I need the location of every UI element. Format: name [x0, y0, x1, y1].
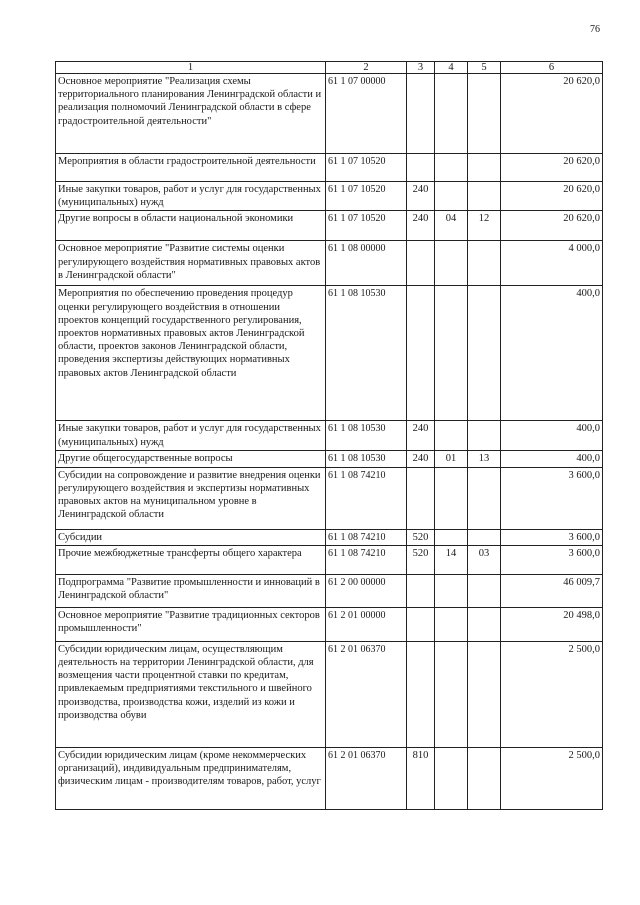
table-row	[56, 211, 603, 241]
item-amount: 2 500,0	[501, 747, 603, 809]
column-header: 2	[326, 62, 407, 74]
item-type	[407, 641, 435, 747]
item-code: 61 2 01 00000	[326, 607, 407, 641]
item-subsection: 13	[468, 451, 501, 467]
item-name: Иные закупки товаров, работ и услуг для государственных (муниципальных) нужд	[56, 421, 326, 451]
item-section	[435, 182, 468, 211]
item-code: 61 2 00 00000	[326, 574, 407, 607]
item-section	[435, 154, 468, 182]
item-amount: 46 009,7	[501, 574, 603, 607]
item-section	[435, 574, 468, 607]
item-code: 61 1 08 10530	[326, 451, 407, 467]
item-type	[407, 286, 435, 421]
table-row	[56, 574, 603, 607]
item-subsection: 03	[468, 545, 501, 574]
item-section	[435, 607, 468, 641]
item-type: 240	[407, 211, 435, 241]
item-code: 61 1 07 10520	[326, 211, 407, 241]
item-amount: 2 500,0	[501, 641, 603, 747]
item-code: 61 1 08 00000	[326, 241, 407, 286]
table-row	[56, 241, 603, 286]
table-row	[56, 154, 603, 182]
item-type: 240	[407, 182, 435, 211]
item-name: Основное мероприятие "Развитие традиционных секторов промышленности"	[56, 607, 326, 641]
table-row	[56, 74, 603, 154]
item-amount: 400,0	[501, 421, 603, 451]
item-amount: 20 498,0	[501, 607, 603, 641]
item-amount: 3 600,0	[501, 545, 603, 574]
item-type	[407, 154, 435, 182]
item-amount: 400,0	[501, 286, 603, 421]
item-type: 240	[407, 451, 435, 467]
item-code: 61 2 01 06370	[326, 747, 407, 809]
item-subsection	[468, 607, 501, 641]
item-subsection	[468, 182, 501, 211]
budget-table	[55, 61, 603, 810]
item-type: 520	[407, 545, 435, 574]
item-amount: 20 620,0	[501, 211, 603, 241]
item-section	[435, 467, 468, 529]
item-code: 61 1 08 10530	[326, 286, 407, 421]
column-header: 3	[407, 62, 435, 74]
column-header: 4	[435, 62, 468, 74]
item-name: Мероприятия по обеспечению проведения процедур оценки регулирующего воздействия в отношении проектов концепций государственного регулирования, проектов нормативных правовых актов Ленинградской области, проектов законов Ленинградской области, проведения экспертизы действующих нормативных правовых актов Ленинградской области	[56, 286, 326, 421]
item-amount: 3 600,0	[501, 529, 603, 545]
item-name: Иные закупки товаров, работ и услуг для государственных (муниципальных) нужд	[56, 182, 326, 211]
item-amount: 20 620,0	[501, 154, 603, 182]
item-name: Основное мероприятие "Развитие системы оценки регулирующего воздействия нормативных правовых актов в Ленинградской области"	[56, 241, 326, 286]
item-type	[407, 574, 435, 607]
item-name: Субсидии	[56, 529, 326, 545]
item-name: Мероприятия в области градостроительной деятельности	[56, 154, 326, 182]
item-code: 61 1 08 10530	[326, 421, 407, 451]
column-header: 5	[468, 62, 501, 74]
table-row	[56, 451, 603, 467]
item-name: Субсидии на сопровождение и развитие внедрения оценки регулирующего воздействия и экспертизы нормативных правовых актов на муниципальном уровне в Ленинградской области	[56, 467, 326, 529]
item-subsection	[468, 241, 501, 286]
item-section	[435, 74, 468, 154]
item-subsection	[468, 574, 501, 607]
item-amount: 20 620,0	[501, 74, 603, 154]
item-section	[435, 241, 468, 286]
item-subsection	[468, 467, 501, 529]
item-type: 520	[407, 529, 435, 545]
item-type	[407, 74, 435, 154]
item-amount: 20 620,0	[501, 182, 603, 211]
table-row	[56, 607, 603, 641]
item-section	[435, 529, 468, 545]
item-subsection	[468, 154, 501, 182]
item-code: 61 2 01 06370	[326, 641, 407, 747]
item-code: 61 1 07 10520	[326, 154, 407, 182]
item-section	[435, 286, 468, 421]
item-section	[435, 641, 468, 747]
table-row	[56, 421, 603, 451]
table-row	[56, 641, 603, 747]
item-type	[407, 607, 435, 641]
item-section: 04	[435, 211, 468, 241]
item-subsection	[468, 747, 501, 809]
item-code: 61 1 08 74210	[326, 529, 407, 545]
item-subsection	[468, 421, 501, 451]
item-name: Субсидии юридическим лицам, осуществляющим деятельность на территории Ленинградской области, для возмещения части процентной ставки по кредитам, привлекаемым предприятиями текстильного и швейного производства, производства кожи, изделий из кожи и производства обуви	[56, 641, 326, 747]
table-row	[56, 545, 603, 574]
item-amount: 3 600,0	[501, 467, 603, 529]
item-name: Другие вопросы в области национальной экономики	[56, 211, 326, 241]
item-code: 61 1 08 74210	[326, 467, 407, 529]
item-type: 240	[407, 421, 435, 451]
item-section	[435, 747, 468, 809]
item-type: 810	[407, 747, 435, 809]
item-subsection	[468, 529, 501, 545]
column-header: 1	[56, 62, 326, 74]
item-code: 61 1 08 74210	[326, 545, 407, 574]
item-type	[407, 467, 435, 529]
item-name: Подпрограмма "Развитие промышленности и инноваций в Ленинградской области"	[56, 574, 326, 607]
item-name: Основное мероприятие "Реализация схемы территориального планирования Ленинградской области и реализация полномочий Ленинградской области в сфере градостроительной деятельности"	[56, 74, 326, 154]
item-section: 01	[435, 451, 468, 467]
table-row	[56, 467, 603, 529]
page-number: 76	[590, 24, 600, 35]
item-amount: 400,0	[501, 451, 603, 467]
item-amount: 4 000,0	[501, 241, 603, 286]
item-code: 61 1 07 00000	[326, 74, 407, 154]
table-row	[56, 747, 603, 809]
table-row	[56, 529, 603, 545]
item-subsection	[468, 641, 501, 747]
item-subsection	[468, 74, 501, 154]
table-header-row	[56, 62, 603, 74]
table-row	[56, 182, 603, 211]
item-name: Другие общегосударственные вопросы	[56, 451, 326, 467]
item-code: 61 1 07 10520	[326, 182, 407, 211]
item-section: 14	[435, 545, 468, 574]
item-name: Прочие межбюджетные трансферты общего характера	[56, 545, 326, 574]
item-subsection	[468, 286, 501, 421]
item-name: Субсидии юридическим лицам (кроме некоммерческих организаций), индивидуальным предпринимателям, физическим лицам - производителям товаров, работ, услуг	[56, 747, 326, 809]
item-section	[435, 421, 468, 451]
item-subsection: 12	[468, 211, 501, 241]
column-header: 6	[501, 62, 603, 74]
item-type	[407, 241, 435, 286]
table-row	[56, 286, 603, 421]
